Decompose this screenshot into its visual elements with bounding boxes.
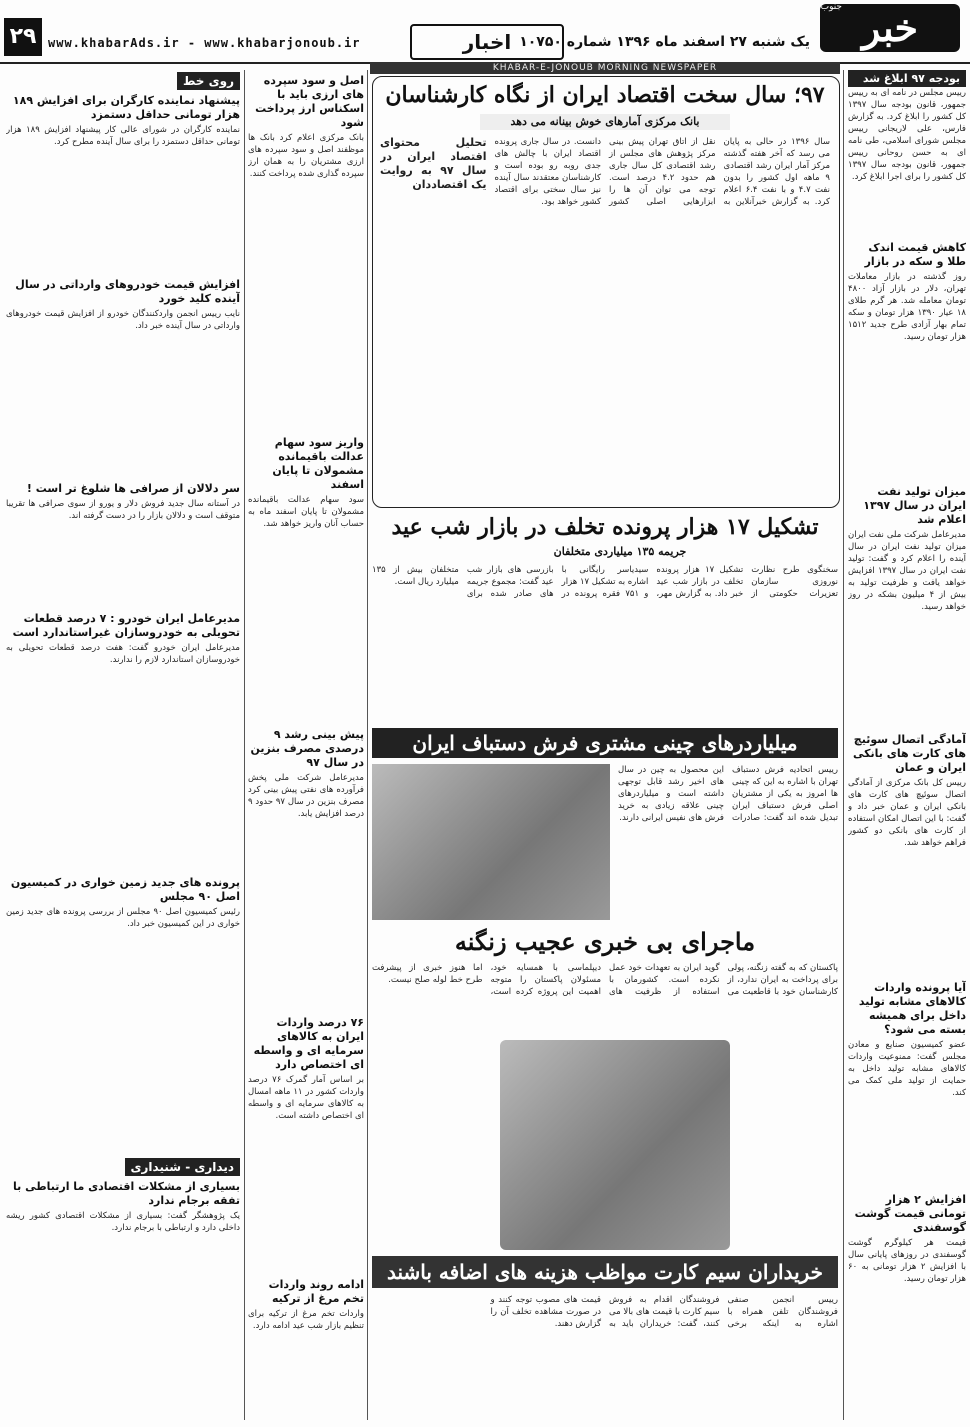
column-divider [244, 70, 245, 1420]
story5-body: رییس انجمن صنفی فروشندگان تلفن همراه با اشاره به اینکه برخی فروشندگان اقدام به فروش سیم کارت با قیمت های بالا می کنند، گفت: خریداران باید به قیمت های مصوب توجه کنند و در صورت مشاهده تخلف آن را گزارش دهند. [490, 1295, 838, 1329]
newspaper-logo[interactable]: خبر [820, 4, 960, 52]
item-body: نایب رییس انجمن واردکنندگان خودرو از افزایش قیمت خودروهای وارداتی در سال آینده خبر داد. [6, 309, 240, 331]
item-body: واردات تخم مرغ از ترکیه برای تنظیم بازار شب عید ادامه دارد. [248, 1309, 364, 1331]
item-body: رئیس کمیسیون اصل ۹۰ مجلس از بررسی پرونده های جدید زمین خواری در این کمیسیون خبر داد. [6, 907, 240, 929]
item-title: پیشنهاد نماینده کارگران برای افزایش ۱۸۹ هزار تومانی حداقل دستمزد [12, 94, 240, 121]
main-story-subtitle: بانک مرکزی آمارهای خوش بینانه می دهد [480, 114, 730, 130]
item-body: مدیرعامل ایران خودرو گفت: هفت درصد قطعات تحویلی به خودروسازان استاندارد لازم را ندارند. [6, 643, 240, 665]
story3-body: رییس اتحادیه فرش دستباف تهران با اشاره به این که چینی ها امروز به یکی از مشتریان اصلی فرش دستباف ایران تبدیل شده اند گفت: صادرات این محصول به چین در سال های اخیر رشد قابل توجهی داشته است و میلیاردرهای چینی علاقه زیادی به خرید فرش های نفیس ایرانی دارند. [618, 765, 838, 823]
item-title: سر دلالان از صرافی ها شلوغ تر است ! [26, 482, 240, 495]
item-title: کاهش قیمت اندک طلا و سکه در بازار [864, 241, 966, 268]
zanganeh-photo [500, 1040, 730, 1250]
item-title: افزایش ۲ هزار تومانی قیمت گوشت گوسفندی [854, 1193, 966, 1234]
item-title: اصل و سود سپرده های ارزی باید با اسکناس ارز پرداخت شود [255, 74, 364, 129]
story5-title[interactable]: خریداران سیم کارت مواظب هزینه های اضافه باشند [372, 1256, 838, 1288]
main-story-text: سال ۱۳۹۶ در حالی به پایان می رسد که آخر هفته گذشته مرکز آمار ایران رشد اقتصادی ۹ ماهه اول کشور را بدون نفت ۴.۷ و با نفت ۶.۴ اعلام کرد. به گزارش خبرآنلاین به نقل از اتاق تهران پیش بینی مرکز پژوهش های مجلس از رشد اقتصادی کل سال جاری هم حدود ۴.۲ درصد است. توجه می توان آن ها را ابزارهایی اصلی کشور دانست. در سال جاری پرونده اقتصاد ایران با چالش های جدی روبه رو بوده است و کارشناسان معتقدند سال آینده نیز سال سختی برای اقتصاد کشور خواهد بود. [494, 137, 830, 207]
item-body: یک پژوهشگر گفت: بسیاری از مشکلات اقتصادی کشور ریشه داخلی دارد و ارتباطی با برجام ندارد. [6, 1211, 240, 1233]
item-body: سود سهام عدالت باقیمانده مشمولان تا پایان اسفند ماه به حساب آنان واریز خواهد شد. [248, 495, 364, 529]
second-column [248, 70, 364, 1420]
main-story-body [380, 136, 830, 498]
main-story-title[interactable]: ۹۷؛ سال سخت اقتصاد ایران از نگاه کارشناسان [385, 82, 825, 108]
item-title: مدیرعامل ایران خودرو : ۷ درصد قطعات تحویلی به خودروسازان غیراستاندارد است [12, 612, 240, 639]
website-link[interactable]: www.khabarAds.ir - www.khabarjonoub.ir [48, 36, 361, 50]
item-title: میزان تولید نفت ایران در سال ۱۳۹۷ اعلام شد [863, 485, 966, 526]
issue-line: یک شنبه ۲۷ اسفند ماه ۱۳۹۶ شماره ۱۰۷۵۰ [519, 34, 810, 50]
item-body: نماینده کارگران در شورای عالی کار پیشنهاد افزایش ۱۸۹ هزار تومانی حداقل دستمزد را برای سال آینده مطرح کرد. [6, 125, 240, 147]
item-title: بسیاری از مشکلات اقتصادی ما ارتباطی با تفقه برجام ندارد [13, 1180, 240, 1207]
item-title: آیا پرونده واردات کالاهای مشابه تولید داخل برای همیشه بسته می شود؟ [858, 981, 966, 1036]
section-title: اخبار [410, 24, 564, 60]
item-body: مدیرعامل شرکت ملی پخش فرآورده های نفتی پیش بینی کرد مصرف بنزین در سال ۹۷ حدود ۹ درصد افزایش یابد. [248, 773, 364, 819]
item-title: پیش بینی رشد ۹ درصدی مصرف بنزین در سال ۹۷ [250, 728, 364, 769]
story4-body: پاکستان که به گفته زنگنه، پولی برای پرداخت به ایران ندارد، از کارشناسان خود با قاطعیت می گوید ایران به تعهدات خود عمل نکرده است. کشورمان با استفاده از ظرفیت های دیپلماسی با همسایه خود، مسئولان پاکستان را متوجه اهمیت این پروژه کرده است، اما هنوز خبری از پیشرفت طرح خط لوله صلح نیست. [372, 963, 838, 997]
item-body: عضو کمیسیون صنایع و معادن مجلس گفت: ممنوعیت واردات کالاهای مشابه تولید داخل به حمایت از تولید ملی کمک می کند. [848, 1040, 966, 1098]
section-header: روی خط [177, 72, 240, 90]
story3-title[interactable]: میلیاردرهای چینی مشتری فرش دستباف ایران [372, 728, 838, 758]
logo-subtitle: جنوب [820, 2, 842, 12]
item-body: بانک مرکزی اعلام کرد بانک ها موظفند اصل و سود سپرده های ارزی مشتریان را به همان ارز سپرده گذاری شده پرداخت کنند. [248, 133, 364, 179]
story2-title[interactable]: تشکیل ۱۷ هزار پرونده تخلف در بازار شب عید [391, 514, 819, 540]
item-body: روز گذشته در بازار معاملات تهران، دلار در بازار آزاد ۴۸۰۰ تومان معامله شد. هر گرم طلای ۱۸ عیار ۱۳۹۰ هزار تومان و سکه تمام بهار آزادی طرح جدید ۱۵۱۲ هزار تومان رسید. [848, 272, 966, 342]
item-title: آمادگی اتصال سوئیچ های کارت های بانکی ایران و عمان [853, 733, 966, 774]
column-divider [367, 70, 368, 1420]
item-title: واریز سود سهام عدالت باقیمانده مشمولان تا پایان اسفند [272, 436, 364, 491]
item-title: ۷۶ درصد واردات ایران به کالاهای سرمایه ای و واسطه ای اختصاص دارد [253, 1016, 364, 1071]
main-story-subhead: تحلیل محتوای اقتصاد ایران در سال ۹۷ به روایت یک اقتصاددان [380, 136, 487, 191]
item-body: در آستانه سال جدید فروش دلار و یورو از سوی صرافی ها تقریبا متوقف است و دلالان بازار را در دست گرفته اند. [6, 499, 240, 521]
left-column [6, 70, 240, 1420]
english-band: KHABAR-E-JONOUB MORNING NEWSPAPER [370, 62, 840, 74]
carpet-photo [372, 764, 610, 920]
item-body: رییس کل بانک مرکزی از آمادگی اتصال سوئیچ های کارت های بانکی ایران و عمان خبر داد و گفت: با این اتصال امکان استفاده از کارت های بانکی دو کشور فراهم خواهد شد. [848, 778, 966, 848]
item-body: بر اساس آمار گمرک ۷۶ درصد واردات کشور در ۱۱ ماهه امسال به کالاهای سرمایه ای و واسطه ای اختصاص داشته است. [248, 1075, 364, 1121]
item-body: قیمت هر کیلوگرم گوشت گوسفندی در روزهای پایانی سال با افزایش ۲ هزار تومانی به ۶۰ هزار تومان رسید. [848, 1238, 966, 1284]
item-title: پرونده های جدید زمین خواری در کمیسیون اصل ۹۰ مجلس [10, 876, 240, 903]
column-divider [843, 70, 844, 1420]
section-header: دیداری - شنیداری [125, 1158, 241, 1176]
item-body: مدیرعامل شرکت ملی نفت ایران میزان تولید نفت ایران در سال آینده را اعلام کرد و گفت: تولید نفت ایران در سال ۱۳۹۷ افزایش خواهد یافت و ظرفیت تولید به بیش از ۴ میلیون بشکه در روز خواهد رسید. [848, 530, 966, 612]
right-column [848, 70, 966, 1420]
masthead [0, 0, 970, 64]
item-title: بودجه ۹۷ ابلاغ شد [848, 70, 966, 87]
item-title: ادامه روند واردات تخم مرغ از ترکیه [268, 1278, 364, 1305]
story4-title[interactable]: ماجرای بی خبری عجیب زنگنه [454, 927, 756, 956]
item-title: افزایش قیمت خودروهای وارداتی در سال آینده کلید خورد [15, 278, 240, 305]
page-number: ۲۹ [4, 18, 42, 56]
item-body: رییس مجلس در نامه ای به رییس جمهور، قانون بودجه سال ۱۳۹۷ کل کشور را ابلاغ کرد. به گزارش فارس، علی لاریجانی رییس مجلس شورای اسلامی، طی نامه ای به حسن روحانی رییس جمهور، قانون بودجه سال ۱۳۹۷ کل کشور را برای اجرا ابلاغ کرد. [848, 88, 966, 182]
story2-subtitle: جریمه ۱۳۵ میلیاردی متخلفان [553, 545, 687, 558]
story2-body: سخنگوی طرح نظارت نوروزی سازمان تعزیرات حکومتی از تشکیل ۱۷ هزار پرونده تخلف در بازار شب عید خبر داد. به گزارش مهر، سیدیاسر رایگانی با اشاره به تشکیل ۱۷ هزار و ۷۵۱ فقره پرونده در بازرسی های بازار شب عید گفت: مجموع جریمه های صادر شده برای متخلفان بیش از ۱۳۵ میلیارد ریال است. [372, 565, 838, 599]
